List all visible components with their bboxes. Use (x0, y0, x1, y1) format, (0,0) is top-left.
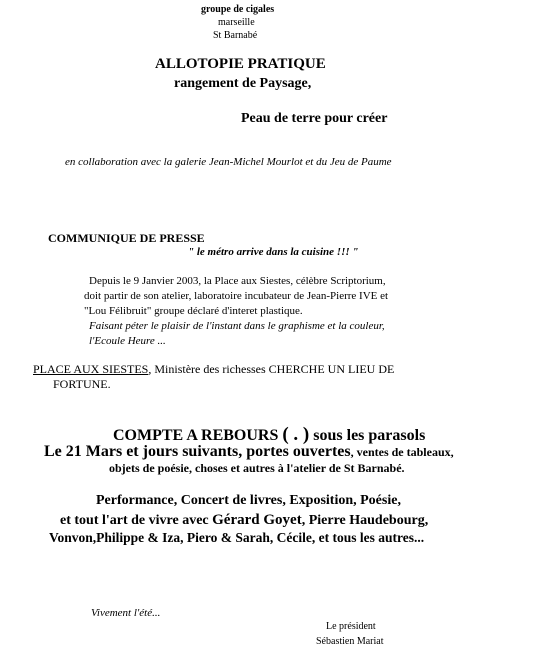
open-days-line (44, 443, 454, 461)
place-line-text: , Ministère des richesses CHERCHE UN LIEU DE (148, 362, 395, 376)
body-line: Depuis le 9 Janvier 2003, la Place aux Siestes, célèbre Scriptorium, (89, 275, 386, 287)
place-line (33, 362, 394, 377)
objects-line: objets de poésie, choses et autres à l'atelier de St Barnabé. (109, 461, 405, 475)
president-title: Le président (326, 621, 376, 632)
countdown-paren: ( . ) (282, 424, 310, 445)
performance-text-c: , Pierre Haudebourg, (301, 513, 429, 528)
body-line: "Lou Félibruit" groupe déclaré d'interet plastique. (84, 305, 303, 317)
open-days-small: , ventes de tableaux, (350, 445, 454, 459)
press-heading: COMMUNIQUE DE PRESSE (48, 231, 205, 245)
city-name: marseille (218, 17, 255, 28)
countdown-part1: COMPTE A REBOURS (113, 427, 283, 444)
performance-line: Performance, Concert de livres, Exposition, Poésie, (96, 493, 401, 508)
countdown-part2: sous les parasols (309, 427, 426, 444)
tagline: Peau de terre pour créer (241, 111, 388, 126)
body-line: doit partir de son atelier, laboratoire incubateur de Jean-Pierre IVE et (84, 290, 389, 302)
subtitle: rangement de Paysage, (174, 76, 312, 91)
group-name: groupe de cigales (201, 4, 275, 15)
collaboration-line: en collaboration avec la galerie Jean-Michel Mourlot et du Jeu de Paume (65, 156, 392, 168)
main-title: ALLOTOPIE PRATIQUE (155, 56, 326, 72)
press-quote: " le métro arrive dans la cuisine !!! " (188, 246, 359, 258)
place-name: St Barnabé (213, 30, 258, 41)
performance-text-a: et tout l'art de vivre avec (60, 513, 213, 528)
place-line-2: FORTUNE. (53, 377, 111, 391)
performance-name: Gérard Goyet (212, 512, 302, 528)
open-days-big: Le 21 Mars et jours suivants, portes ouvertes (44, 443, 351, 460)
body-line: Faisant péter le plaisir de l'instant dans le graphisme et la couleur, (89, 320, 385, 332)
place-aux-siestes-link: PLACE AUX SIESTES (33, 362, 149, 376)
body-line: l'Ecoule Heure ... (89, 335, 166, 347)
closing-greeting: Vivement l'été... (91, 607, 161, 619)
performance-line-2 (60, 512, 428, 529)
performance-line-3: Vonvon,Philippe & Iza, Piero & Sarah, Cécile, et tous les autres... (49, 530, 425, 545)
president-name: Sébastien Mariat (316, 636, 384, 647)
